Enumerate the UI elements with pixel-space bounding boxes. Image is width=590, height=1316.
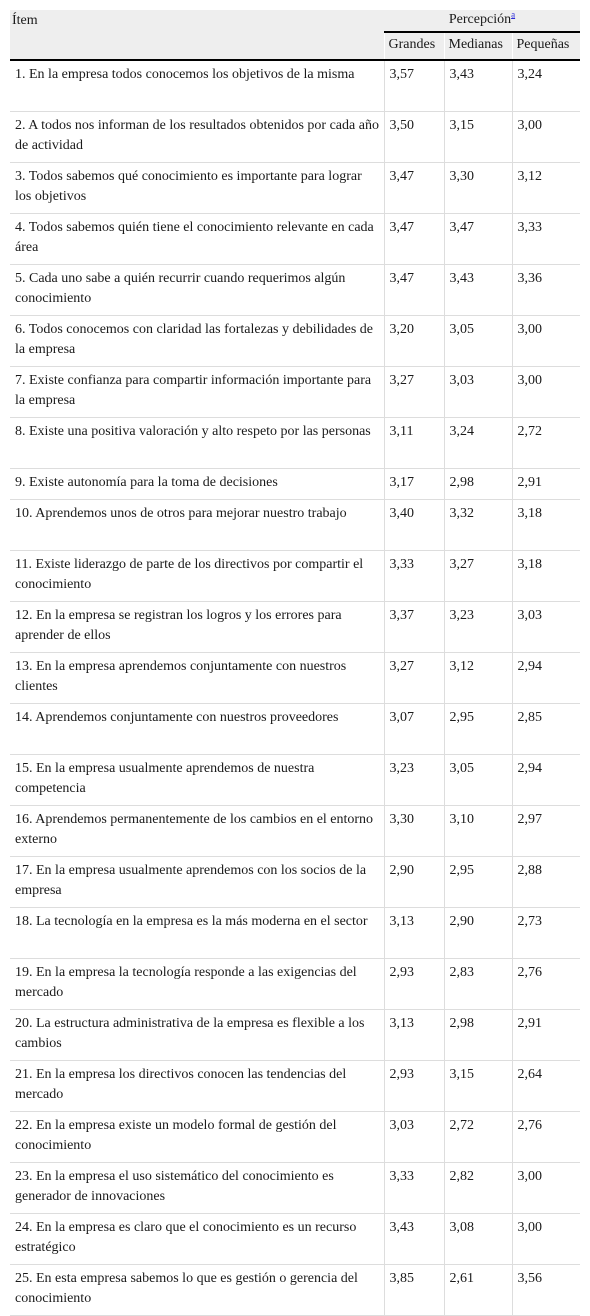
table-row	[10, 1214, 580, 1265]
pequenas-cell: 2,72	[512, 418, 580, 469]
item-cell: 7. Existe confianza para compartir información importante para la empresa	[10, 367, 384, 418]
table-row	[10, 469, 580, 500]
medianas-cell: 3,15	[444, 1061, 512, 1112]
pequenas-cell: 3,12	[512, 163, 580, 214]
item-cell: 5. Cada uno sabe a quién recurrir cuando requerimos algún conocimiento	[10, 265, 384, 316]
pequenas-cell: 3,18	[512, 551, 580, 602]
table-row	[10, 602, 580, 653]
table-row	[10, 1265, 580, 1316]
pequenas-cell: 3,36	[512, 265, 580, 316]
item-cell: 8. Existe una positiva valoración y alto respeto por las personas	[10, 418, 384, 469]
item-cell: 23. En la empresa el uso sistemático del conocimiento es generador de innovaciones	[10, 1163, 384, 1214]
medianas-cell: 3,43	[444, 265, 512, 316]
item-cell: 19. En la empresa la tecnología responde a las exigencias del mercado	[10, 959, 384, 1010]
table-row	[10, 806, 580, 857]
pequenas-cell: 2,76	[512, 959, 580, 1010]
perception-group-header	[384, 10, 580, 32]
table-row	[10, 500, 580, 551]
grandes-cell: 3,33	[384, 551, 444, 602]
medianas-cell: 2,95	[444, 857, 512, 908]
pequenas-cell: 3,56	[512, 1265, 580, 1316]
table-row	[10, 653, 580, 704]
grandes-cell: 3,37	[384, 602, 444, 653]
item-cell: 25. En esta empresa sabemos lo que es gestión o gerencia del conocimiento	[10, 1265, 384, 1316]
item-cell: 11. Existe liderazgo de parte de los directivos por compartir el conocimiento	[10, 551, 384, 602]
grandes-cell: 3,47	[384, 163, 444, 214]
medianas-cell: 3,15	[444, 112, 512, 163]
medianas-cell: 3,08	[444, 1214, 512, 1265]
table-row	[10, 163, 580, 214]
grandes-cell: 3,43	[384, 1214, 444, 1265]
pequenas-cell: 3,24	[512, 60, 580, 112]
medianas-cell: 3,03	[444, 367, 512, 418]
item-cell: 21. En la empresa los directivos conocen las tendencias del mercado	[10, 1061, 384, 1112]
item-cell: 10. Aprendemos unos de otros para mejorar nuestro trabajo	[10, 500, 384, 551]
pequenas-cell: 2,91	[512, 469, 580, 500]
medianas-cell: 3,23	[444, 602, 512, 653]
medianas-cell: 3,30	[444, 163, 512, 214]
medianas-cell: 3,43	[444, 60, 512, 112]
table-row	[10, 857, 580, 908]
medianas-cell: 3,10	[444, 806, 512, 857]
table-row	[10, 112, 580, 163]
pequenas-cell: 3,33	[512, 214, 580, 265]
table-row	[10, 959, 580, 1010]
grandes-cell: 3,47	[384, 265, 444, 316]
medianas-cell: 3,27	[444, 551, 512, 602]
pequenas-cell: 3,00	[512, 1163, 580, 1214]
pequenas-cell: 2,85	[512, 704, 580, 755]
item-column-header: Ítem	[10, 10, 384, 60]
table-body	[10, 60, 580, 1316]
item-cell: 16. Aprendemos permanentemente de los cambios en el entorno externo	[10, 806, 384, 857]
medianas-cell: 3,05	[444, 755, 512, 806]
pequenas-cell: 2,97	[512, 806, 580, 857]
column-header-medianas: Medianas	[444, 32, 512, 60]
table-row	[10, 1061, 580, 1112]
medianas-cell: 2,72	[444, 1112, 512, 1163]
pequenas-cell: 3,00	[512, 1214, 580, 1265]
grandes-cell: 3,27	[384, 367, 444, 418]
grandes-cell: 3,40	[384, 500, 444, 551]
table-row	[10, 908, 580, 959]
medianas-cell: 2,82	[444, 1163, 512, 1214]
table-row	[10, 60, 580, 112]
grandes-cell: 3,85	[384, 1265, 444, 1316]
item-cell: 1. En la empresa todos conocemos los objetivos de la misma	[10, 60, 384, 112]
table-container	[10, 10, 580, 1316]
pequenas-cell: 2,64	[512, 1061, 580, 1112]
item-cell: 4. Todos sabemos quién tiene el conocimiento relevante en cada área	[10, 214, 384, 265]
perception-label: Percepción	[448, 12, 512, 27]
medianas-cell: 3,32	[444, 500, 512, 551]
medianas-cell: 3,12	[444, 653, 512, 704]
pequenas-cell: 3,00	[512, 112, 580, 163]
item-cell: 15. En la empresa usualmente aprendemos de nuestra competencia	[10, 755, 384, 806]
table-header	[10, 10, 580, 60]
item-cell: 20. La estructura administrativa de la empresa es flexible a los cambios	[10, 1010, 384, 1061]
grandes-cell: 2,93	[384, 959, 444, 1010]
table-row	[10, 1112, 580, 1163]
table-row	[10, 265, 580, 316]
medianas-cell: 3,47	[444, 214, 512, 265]
grandes-cell: 3,27	[384, 653, 444, 704]
medianas-cell: 2,61	[444, 1265, 512, 1316]
item-cell: 14. Aprendemos conjuntamente con nuestros proveedores	[10, 704, 384, 755]
pequenas-cell: 2,91	[512, 1010, 580, 1061]
table-row	[10, 704, 580, 755]
table-row	[10, 418, 580, 469]
item-cell: 3. Todos sabemos qué conocimiento es importante para lograr los objetivos	[10, 163, 384, 214]
medianas-cell: 2,95	[444, 704, 512, 755]
pequenas-cell: 3,03	[512, 602, 580, 653]
item-cell: 22. En la empresa existe un modelo formal de gestión del conocimiento	[10, 1112, 384, 1163]
item-cell: 24. En la empresa es claro que el conocimiento es un recurso estratégico	[10, 1214, 384, 1265]
item-cell: 9. Existe autonomía para la toma de decisiones	[10, 469, 384, 500]
item-cell: 18. La tecnología en la empresa es la más moderna en el sector	[10, 908, 384, 959]
pequenas-cell: 2,76	[512, 1112, 580, 1163]
grandes-cell: 3,30	[384, 806, 444, 857]
pequenas-cell: 2,94	[512, 653, 580, 704]
grandes-cell: 3,57	[384, 60, 444, 112]
table-row	[10, 1163, 580, 1214]
perception-table	[10, 10, 580, 1316]
pequenas-cell: 2,94	[512, 755, 580, 806]
item-cell: 6. Todos conocemos con claridad las fortalezas y debilidades de la empresa	[10, 316, 384, 367]
grandes-cell: 3,23	[384, 755, 444, 806]
medianas-cell: 2,98	[444, 469, 512, 500]
pequenas-cell: 3,00	[512, 316, 580, 367]
medianas-cell: 2,98	[444, 1010, 512, 1061]
pequenas-cell: 2,73	[512, 908, 580, 959]
pequenas-cell: 2,88	[512, 857, 580, 908]
column-header-grandes: Grandes	[384, 32, 444, 60]
grandes-cell: 3,17	[384, 469, 444, 500]
table-row	[10, 755, 580, 806]
grandes-cell: 2,93	[384, 1061, 444, 1112]
grandes-cell: 3,33	[384, 1163, 444, 1214]
grandes-cell: 3,47	[384, 214, 444, 265]
grandes-cell: 3,13	[384, 908, 444, 959]
grandes-cell: 3,20	[384, 316, 444, 367]
table-row	[10, 551, 580, 602]
medianas-cell: 2,90	[444, 908, 512, 959]
column-header-pequenas: Pequeñas	[512, 32, 580, 60]
item-cell: 12. En la empresa se registran los logros y los errores para aprender de ellos	[10, 602, 384, 653]
medianas-cell: 3,24	[444, 418, 512, 469]
grandes-cell: 3,07	[384, 704, 444, 755]
table-row	[10, 1010, 580, 1061]
grandes-cell: 2,90	[384, 857, 444, 908]
pequenas-cell: 3,00	[512, 367, 580, 418]
table-row	[10, 367, 580, 418]
grandes-cell: 3,50	[384, 112, 444, 163]
medianas-cell: 3,05	[444, 316, 512, 367]
grandes-cell: 3,13	[384, 1010, 444, 1061]
table-row	[10, 214, 580, 265]
footnote-link[interactable]: a	[511, 9, 516, 20]
medianas-cell: 2,83	[444, 959, 512, 1010]
grandes-cell: 3,03	[384, 1112, 444, 1163]
pequenas-cell: 3,18	[512, 500, 580, 551]
item-cell: 13. En la empresa aprendemos conjuntamente con nuestros clientes	[10, 653, 384, 704]
table-row	[10, 316, 580, 367]
grandes-cell: 3,11	[384, 418, 444, 469]
item-cell: 2. A todos nos informan de los resultados obtenidos por cada año de actividad	[10, 112, 384, 163]
item-cell: 17. En la empresa usualmente aprendemos con los socios de la empresa	[10, 857, 384, 908]
